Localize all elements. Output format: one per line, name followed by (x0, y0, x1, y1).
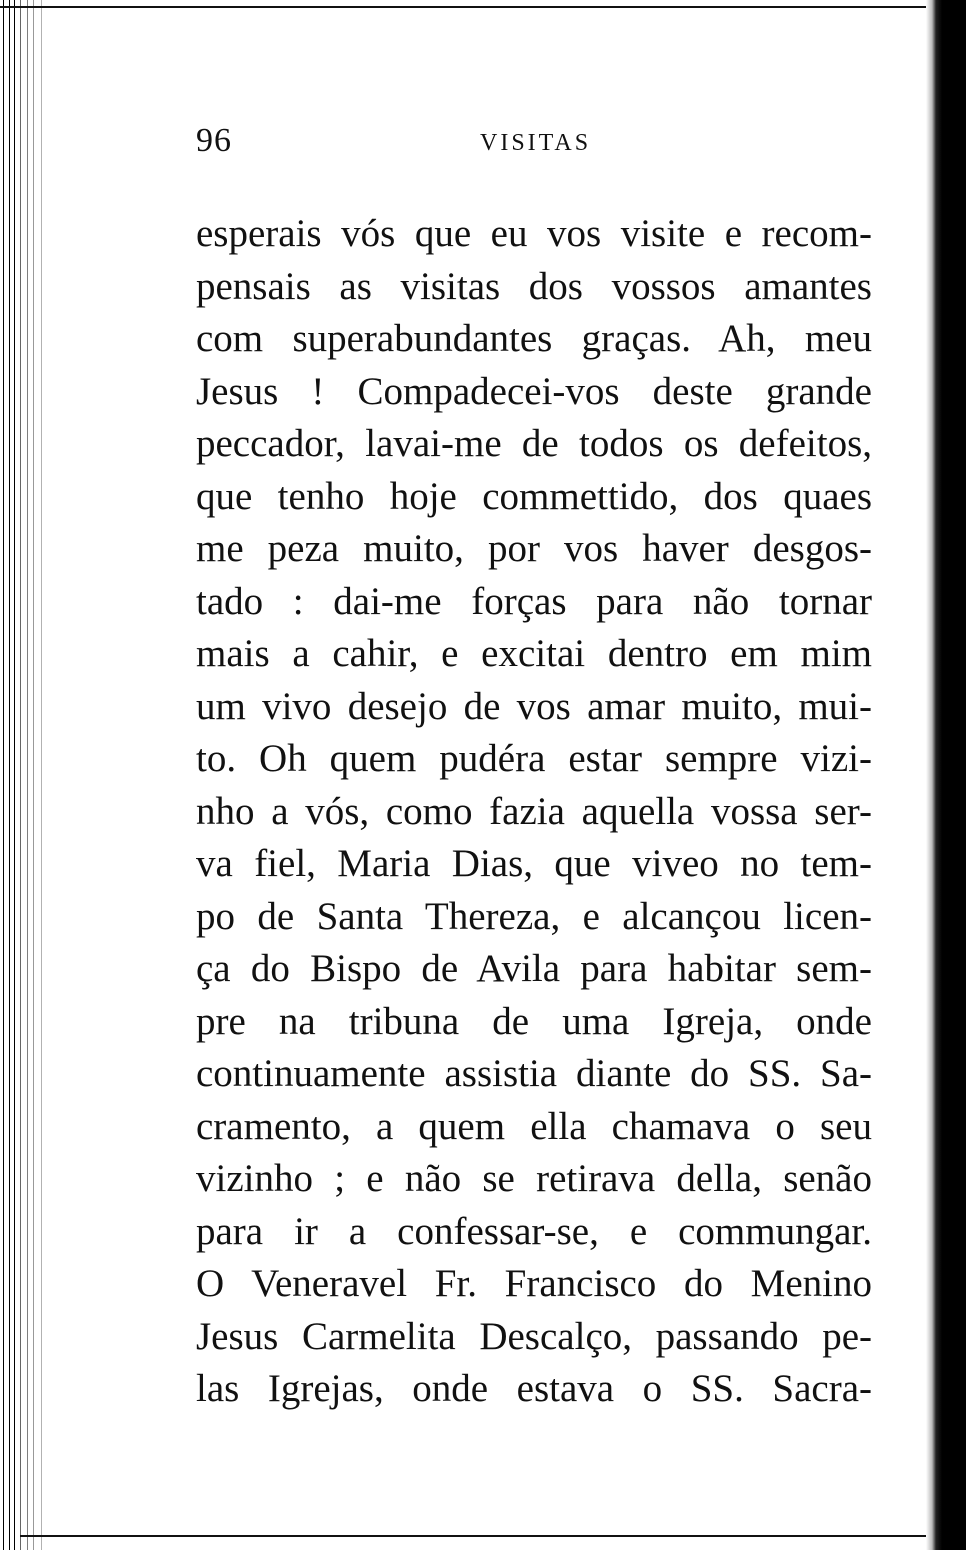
text-line: mais a cahir, e excitai dentro em mim (196, 632, 872, 675)
text-line: nho a vós, como fazia aquella vossa ser- (196, 789, 872, 833)
text-line: para ir a confessar-se, e commungar. (196, 1209, 872, 1253)
text-line: va fiel, Maria Dias, que viveo no tem- (196, 842, 872, 885)
text-line: to. Oh quem pudéra estar sempre vizi- (196, 737, 872, 780)
right-page-edge (926, 0, 966, 1550)
text-line: vizinho ; e não se retirava della, senão (196, 1157, 872, 1200)
text-line: peccador, lavai-me de todos os defeitos, (196, 422, 872, 465)
top-edge-line (0, 6, 930, 8)
text-line: las Igrejas, onde estava o SS. Sacra- (196, 1367, 872, 1410)
text-line: po de Santa Thereza, e alcançou licen- (196, 894, 872, 938)
bottom-edge-line (20, 1535, 932, 1537)
book-gutter (0, 0, 46, 1550)
text-line: Jesus ! Compadecei-vos deste grande (196, 369, 872, 413)
text-line: me peza muito, por vos haver desgos- (196, 527, 872, 570)
text-line: tado : dai-me forças para não tornar (196, 579, 872, 623)
text-line: com superabundantes graças. Ah, meu (196, 317, 872, 360)
text-line: cramento, a quem ella chamava o seu (196, 1104, 872, 1148)
text-line: ça do Bispo de Avila para habitar sem- (196, 947, 872, 990)
running-head: VISITAS (480, 130, 592, 156)
text-line: que tenho hoje commettido, dos quaes (196, 474, 872, 518)
text-line: continuamente assistia diante do SS. Sa- (196, 1052, 872, 1095)
page-number: 96 (196, 122, 232, 159)
text-line: um vivo desejo de vos amar muito, mui- (196, 684, 872, 728)
body-text (196, 208, 872, 1416)
page-header (196, 122, 876, 162)
text-line: esperais vós que eu vos visite e recom- (196, 212, 872, 255)
text-line: pre na tribuna de uma Igreja, onde (196, 999, 872, 1043)
text-line: O Veneravel Fr. Francisco do Menino (196, 1262, 872, 1305)
text-line: Jesus Carmelita Descalço, passando pe- (196, 1314, 872, 1358)
text-line: pensais as visitas dos vossos amantes (196, 264, 872, 308)
